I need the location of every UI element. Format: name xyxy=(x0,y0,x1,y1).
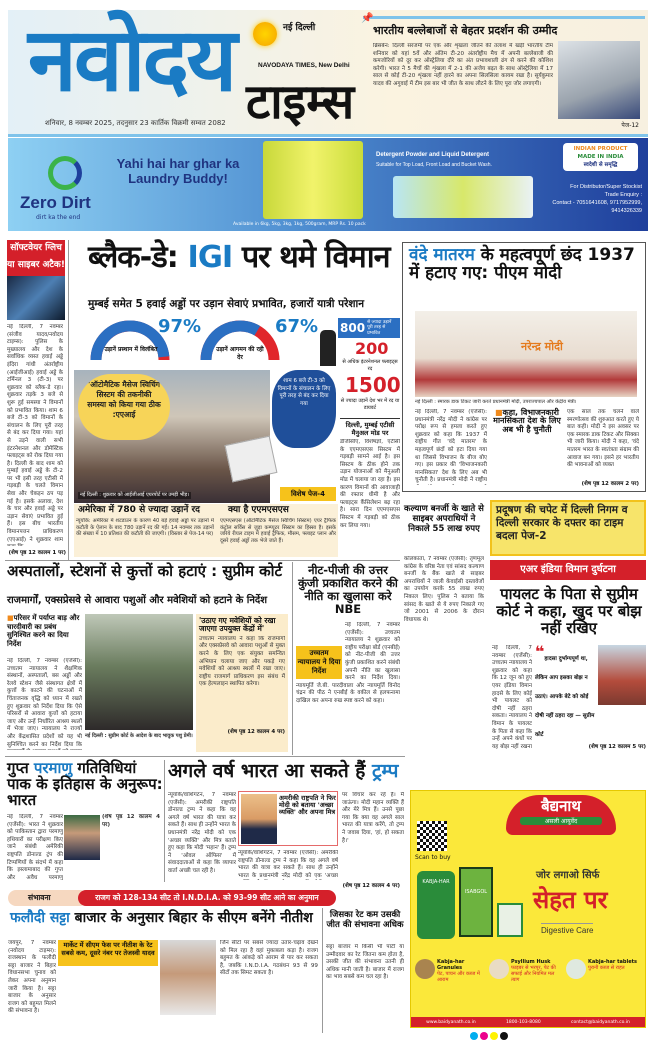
pilot-quote-text: हादसा दुर्भाग्यपूर्ण था, लेकिन आप इसका बोझ न उठाएं। आपके बेटे को कोई दोषी नहीं ठहरा रहा — सुप्रीम कोर्ट xyxy=(535,656,595,738)
vande-body: नई दिल्ली, 7 नवम्बर (एजेंसी): प्रधानमंत्री नरेंद्र मोदी ने कांग्रेस पर परोक्ष रूप से हमला करते हुए शुक्रवार को कहा कि 1937 में राष्ट्रीय गीत 'वंदे मातरम' के महत्वपूर्ण छंदों को हटा दिया गया था जिससे विभाजन के बीज बोए गए। इस प्रकार की 'विभाजनकारी मानसिकता' देश के लिए अब भी चुनौती है। प्रधानमंत्री मोदी ने राष्ट्रीय xyxy=(415,409,487,484)
photo-banner-name: नरेन्द्र मोदी xyxy=(521,340,563,353)
bihar-headline[interactable] xyxy=(10,911,313,926)
map-note: शाम 6 बजे टी-3 को विमानों के संचालन के लिए पूरी तरह से बंद कर दिया गया xyxy=(277,378,331,407)
ad-footer xyxy=(411,1017,645,1027)
liquid-bottles xyxy=(393,176,533,218)
amss-title[interactable]: क्या है एएमएसएस xyxy=(228,505,289,515)
animal-lover-photo xyxy=(85,614,193,730)
column-rule xyxy=(164,760,165,882)
reg-cyan xyxy=(470,1032,478,1040)
feature-1-text: पेट, पाचन और कब्ज में आराम xyxy=(437,971,480,983)
square-bullet-icon: ■ xyxy=(494,408,503,417)
gauge-departures-value: 97% xyxy=(158,316,202,337)
bihar-banner: राजग को 128-134 सीट तो I.N.D.I.A. को 93-99 सीट आने का अनुमान xyxy=(78,890,336,906)
made-in-india-badge xyxy=(563,143,638,171)
trump-box-text: अमरीकी राष्ट्रपति ने फिर मोदी को बताया 'अच्छा व्यक्ति' और अपना मित्र xyxy=(279,794,336,816)
column-rule xyxy=(68,240,69,560)
bihar-headline-a: फलौदी सट्टा xyxy=(10,910,70,926)
special-page-tag[interactable]: विशेष पेज-4 xyxy=(280,487,336,501)
bihar-side-title[interactable]: जिसका रेट कम उसकी जीत की संभावना अधिक xyxy=(326,910,404,930)
column-rule xyxy=(292,562,293,755)
neet-headline[interactable]: नीट-पीजी की उत्तर कुंजी प्रकाशित करने की नीति का खुलासा करे NBE xyxy=(298,563,398,616)
feature-2-title: Psyllium Husk xyxy=(511,959,551,965)
stat-1500-num: 1500 xyxy=(345,373,401,397)
sc-dogs-quote-body: उच्चतम न्यायालय ने कहा कि राजमार्गों और एक्सप्रेसवे को आवारा पशुओं से मुक्त करने के लिए एक संयुक्त समन्वित अभियान चलाया जाए और पकड़े गए मवेशियों को आश्रय स्थलों में रखा जाए। राष्ट्रीय राजमार्ग प्राधिकरण इस संबंध में एक हेल्पलाइन स्थापित करेगा। xyxy=(199,635,285,688)
vande-mataram-story xyxy=(402,242,646,492)
granules-icon xyxy=(415,959,435,979)
tablets-icon xyxy=(566,959,586,979)
dateline: शनिवार, 8 नवम्बर 2025, तदनुसार 23 कार्तिक विक्रमी सम्वत 2082 xyxy=(45,119,226,127)
ad-slogan-2: सेहत पर xyxy=(533,886,608,914)
feature-1-title: Kabja-har Granules xyxy=(437,959,465,971)
vande-headline[interactable] xyxy=(403,243,645,287)
section-rule xyxy=(5,756,405,757)
reg-magenta xyxy=(480,1032,488,1040)
sc-dogs-caption: नई दिल्ली : सुप्रीम कोर्ट के आदेश के बाद भावुक पशु प्रेमी। xyxy=(85,733,193,739)
sc-dogs-quote-title: 'उठाए गए मवेशियों को रखा जाएगा उपयुक्त केंद्रों में' xyxy=(199,616,276,633)
kalyan-headline[interactable]: कल्याण बनर्जी के खाते से साइबर अपराधियों ने निकाले 55 लाख रुपए xyxy=(404,504,484,534)
lead-headline-c: पर थमे विमान xyxy=(232,240,390,275)
ad-suitable: Suitable for Top Load, Front Load and Bucket Wash. xyxy=(376,162,492,168)
pilot-headline[interactable]: पायलट के पिता से सुप्रीम कोर्ट ने कहा, खुद पर बोझ नहीं रखिए xyxy=(496,585,642,637)
quote-mark-icon: ❝ xyxy=(535,642,545,661)
pollution-page: पेज-2 xyxy=(521,530,547,542)
vande-subhead xyxy=(491,409,563,434)
zero-dirt-logo-icon xyxy=(48,156,82,190)
lead-headline[interactable] xyxy=(88,242,390,274)
us-flights-title[interactable]: अमेरिका में 780 से ज्यादा उड़ानें रद xyxy=(78,505,200,515)
lead-headline-igi: IGI xyxy=(187,240,233,275)
top-sports-box xyxy=(361,13,645,131)
logo-navodaya: नवोदय xyxy=(28,8,235,111)
sc-dogs-headline[interactable]: अस्पतालों, स्टेशनों से कुत्तों को हटाएं : सुप्रीम कोर्ट xyxy=(7,562,283,580)
sun-icon xyxy=(253,22,277,46)
feature-3 xyxy=(566,959,644,979)
ad-email[interactable]: contact@baidyanath.co.in xyxy=(571,1019,630,1025)
pollution-headline: प्रदूषण की चपेट में दिल्ली निगम व दिल्ली सरकार के दफ्तर का टाइम बदला xyxy=(496,504,628,542)
feature-2 xyxy=(489,959,563,983)
supreme-court-photo xyxy=(598,645,646,705)
badge-line3: स्वदेशी से समृद्धि xyxy=(583,162,618,168)
gauge-arrivals-value: 67% xyxy=(275,316,319,337)
neet-body: नई दिल्ली, 7 नवम्बर (एजेंसी): उच्चतम न्यायालय ने शुक्रवार को राष्ट्रीय परीक्षा बोर्ड (एनबीई) को नीट-पीजी की उत्तर कुंजी प्रकाशित करने संबंधी अपनी नीति का खुलासा करने का निर्देश दिया। न्यायमूर्ति जे.बी. पारदीवाला और न्यायमूर्ति विनोद चंद्रन की पीठ ने एनबीई के वकील से हलफनामा दाखिल कर अपना रुख स्पष्ट करने को कहा। xyxy=(296,622,400,704)
ad-brand: Zero Dirt xyxy=(20,193,91,212)
edition-city: नई दिल्ली xyxy=(283,23,316,33)
trump-headline-a: अगले वर्ष भारत आ सकते हैं xyxy=(168,760,372,782)
airport-quote-bubble: 'ऑटोमैटिक मैसेज स्विचिंग सिस्टम की तकनीकी समस्या को किया गया ठीक :एएआई xyxy=(78,374,170,440)
top-box-page-ref[interactable]: पेज-12 xyxy=(621,122,639,129)
nuclear-headline-a: गुप्त xyxy=(7,759,34,777)
bihar-body: जयपुर, 7 नवम्बर (नवोदय टाइम्स): राजस्थान के फलौदी सट्टा बाजार ने बिहार विधानसभा चुनाव को लेकर अपना अनुमान जारी किया है। सट्टा बाजार के अनुसार राजग को बहुमत मिलने की संभावना है। xyxy=(8,940,56,1015)
bihar-label: संभावना xyxy=(8,890,88,906)
nuclear-body-2[interactable]: (शेष पृष्ठ 12 कालम 4 पर) xyxy=(102,814,160,828)
nuclear-headline[interactable] xyxy=(7,760,165,808)
ad-distributor: For Distributor/Super Stockist xyxy=(570,184,642,190)
sc-dogs-point-text: परिसर में पर्याप्त बाड़ और चारदीवारी का प्रबंध सुनिश्चित करने का दिया निर्देश xyxy=(7,614,80,648)
bihar-headline-b: बाजार के अनुसार बिहार के सीएम बनेंगे नीतीश xyxy=(69,910,313,926)
trump-ref[interactable]: (शेष पृष्ठ 12 कालम 4 पर) xyxy=(342,883,400,889)
baidyanath-brand: बैद्यनाथ xyxy=(541,797,581,815)
sc-dogs-ref[interactable]: (शेष पृष्ठ 12 कालम 4 पर) xyxy=(227,728,285,735)
stat-800-num: 800 xyxy=(340,321,366,335)
atc-side-story xyxy=(340,418,400,557)
tablet-box xyxy=(497,903,523,937)
baidyanath-logo xyxy=(506,795,616,835)
ad-slogan: Yahi hai har ghar ka Laundry Buddy! xyxy=(116,156,240,186)
registration-marks xyxy=(470,1032,508,1040)
vande-headline-b: के महत्वपूर्ण छंद 1937 में हटाए गए: पीएम मोदी xyxy=(409,245,635,283)
kalyan-body: कोलकाता, 7 नवम्बर (एजेंसी): तृणमूल कांग्रेस के वरिष्ठ नेता एवं सांसद कल्याण बनर्जी के बैंक खाते से साइबर अपराधियों ने जाली केवाईसी दस्तावेजों का उपयोग करके 55 लाख रुपए निकाल लिए। पुलिस ने बताया कि सांसद के खाते से ये रुपए निकाले गए जो 2001 से 2006 के दौरान विधायक थे। xyxy=(404,556,484,623)
vande-headline-a: वंदे मातरम xyxy=(409,245,475,265)
trump-box xyxy=(238,791,338,846)
side-label-cyber: सॉफ्टवेयर ग्लिच या साइबर अटैक! xyxy=(7,240,65,276)
square-bullet-icon: ■ xyxy=(7,614,14,622)
gauge-arrivals-label: उड़ानें आगमन की रही देर xyxy=(216,346,264,361)
bihar-box: मार्केट में सीएम फेस पर नीतीश के रेट सबसे कम, दूसरे नंबर पर तेजस्वी यादव xyxy=(58,940,158,966)
baidyanath-sub: असली आयुर्वेद xyxy=(520,817,602,825)
us-flights-body: न्यूयॉर्क: अमेरिका में शटडाउन के कारण 40 बड़े हवाई अड्डों पर उड़ानों में कटौती के ऐलान के बाद 780 उड़ानें रद की गईं। 14 नवम्बर तक उड़ानों की संख्या में 10 प्रतिशत की कटौती की जाएगी। (विस्तार से पेज-14 पर) xyxy=(76,518,214,538)
column-rule xyxy=(322,908,323,1033)
hacker-photo xyxy=(7,276,65,320)
neet-box: उच्चतम न्यायालय ने दिया निर्देश xyxy=(296,646,342,679)
sc-dogs-quote-box xyxy=(196,614,288,752)
stat-200-text: से अधिक इंटरनेशनल फ्लाइट्स रद xyxy=(342,359,398,372)
cricket-photo xyxy=(558,41,640,119)
gauge-departures-label: उड़ानें प्रस्थान में विलंबित xyxy=(104,346,158,353)
sc-dogs-point xyxy=(7,614,82,648)
vande-ref[interactable]: (शेष पृष्ठ 12 कालम 2 पर) xyxy=(581,481,639,487)
badge-line2: MADE IN INDIA xyxy=(577,154,624,160)
lead-body: नई दिल्ली, 7 नवम्बर (संजीव यादव/नवोदय टाइम्स): पुलिस के मुख्यालय और देश के सर्वाधिक व्यस्त हवाई अड्डे इंदिरा गांधी अंतर्राष्ट्रीय (आईजीआई) हवाई अड्डे के टर्मिनल 3 (टी-3) पर शुक्रवार को ब्लैक-डे रहा। शुक्रवार तड़के 3 बजे से शुरू हुई समस्या ने विमानों को प्रभावित किया। शाम 6 बजे टी-3 को विमानों के संचालन के लिए पूरी तरह से बंद कर दिया गया। यहां से उड़ने वाली सभी इंटरनेशनल और डोमेस्टिक फ्लाइट्स को रोक दिया गया है। दिल्ली के बाद शाम को मुम्बई हवाई अड्डे के टी-2 पर भी इसी तरह एटीसी में गड़बड़ी के चलते विमान सेवा और चेकइन ठप पड़ गई है। इसके अलावा, देश के चार और हवाई अड्डे पर उड़ान सेवाएं प्रभावित हुई हैं। इस बीच भारतीय विमानपत्तन प्राधिकरण (एएआई) ने शुक्रवार शाम xyxy=(7,324,63,543)
feature-3-title: Kabja-har tablets xyxy=(588,959,637,965)
stat-1500-text: से ज्यादा उड़ानें देश भर में रद या डायवर्ट xyxy=(340,398,400,411)
nuclear-headline-c: गतिविधियां पाक के इतिहास के अनुरूप: भारत xyxy=(7,759,163,809)
vande-subhead-text: कहा, विभाजनकारी मानसिकता देश के लिए अब भी है चुनौती xyxy=(493,408,561,434)
vande-caption: नई दिल्ली : स्मारक डाक टिकट जारी करते प्रधानमंत्री मोदी, उपराज्यपाल और केंद्रीय मंत्री। xyxy=(415,399,577,405)
photo-caption: नई दिल्ली : शुक्रवार को आईजीआई एयरपोर्ट पर उमड़ी भीड़। xyxy=(80,492,190,498)
sc-dogs-subhead: राजमार्गों, एक्सप्रेसवे से आवारा पशुओं और मवेशियों को हटाने के निर्देश xyxy=(7,595,268,606)
product-isabgol: ISABGOL xyxy=(464,889,488,895)
nuclear-body: नई दिल्ली, 7 नवम्बर (एजेंसी): भारत ने शुक्रवार को पाकिस्तान द्वारा परमाणु हथियारों का परीक्षण किए जाने संबंधी अमेरिकी राष्ट्रपति डोनाल्ड ट्रंप की टिप्पणियों के संदर्भ में कहा कि इस्लामाबाद की गुप्त और अवैध परमाणु xyxy=(7,814,63,880)
stat-200-num: 200 xyxy=(355,339,389,358)
trump-photo xyxy=(241,794,277,844)
stat-800 xyxy=(338,318,400,338)
top-box-body: ब्रिसबेन: दिल्ली सरजमीं पर एक और शृंखला जीतने की तलाश में खड़ी भारतीय टीम शनिवार को यहां 5वें और अंतिम टी-20 अंतर्राष्ट्रीय मैच में अपनी बल्लेबाजी की कमजोरियों को दूर कर ऑस्ट्रेलिया दौरे का अंत प्रभावशाली ढंग से करने की कोशिश करेगी। भारत ने 5 मैचों की शृंखला में 2-1 की अजेय बढ़त के साथ ऑस्ट्रेलिया में 17 साल से कोई टी-20 शृंखला नहीं हारने का अपना सिलसिला कायम रखा है। सूर्यकुमार यादव की अगुवाई में टीम इस बार भी जीत के साथ लौटने के लिए पूरा जोर लगाएगी। xyxy=(373,43,553,87)
nuclear-headline-b: परमाणु xyxy=(33,759,73,777)
ad-availability: Available in 6kg, 5kg, 3kg, 1kg, 500gram, MRP Rs. 10 pack xyxy=(233,222,366,227)
feature-2-text: फाइबर से भरपूर, पेट की सफाई और नियमित मल त्याग xyxy=(511,965,556,983)
feature-3-text: पुरानी कब्ज से राहत xyxy=(588,965,625,971)
spokesperson-photo xyxy=(64,815,100,860)
badge-line1: INDIAN PRODUCT xyxy=(573,146,628,152)
neet-column xyxy=(296,622,400,750)
air-india-banner: एअर इंडिया विमान दुर्घटना xyxy=(490,560,646,580)
amss-body: एएमएसएस (ऑटोमैटिक मैसेज स्विचिंग सिस्टम) एयर ट्रैफिक कंट्रोल सर्विस से जुड़ा कम्प्यूटर सिस्टम का हिस्सा है। इसके जरिये रीयल टाइम में हवाई ट्रैफिक, मौसम, फ्लाइट प्लान और दूसरे हवाई अड्डों तक भेजे जाते हैं। xyxy=(220,518,336,544)
atc-side-body: डीजीसीए, विशेषज्ञों, एटीसी के एएमएसएस सिस्टम में गड़बड़ी सामने आई है। इस सिस्टम के ठीक होने तक उड़ान योजनाओं को मैनुअली मोड में चलाया जा रहा है। इस कारण विमानों की आवाजाही की रफ्तार धीमी है और फ्लाइट्स कैंसिलेशन बढ़ रहा है। सारा दिन एएमएसएस सिस्टम में गड़बड़ी को ठीक कर लिया गया। xyxy=(340,439,400,529)
trump-body-2: पर विचार कर रहे हैं। मैं जाऊंगा। मोदी महान व्यक्ति हैं और मेरे मित्र हैं। उनसे पूछा गया कि क्या वह अगले साल भारत की यात्रा करेंगे, तो ट्रम्प ने जवाब दिया, 'हां, हो सकता है।' xyxy=(342,792,404,844)
qr-code-icon[interactable] xyxy=(417,821,447,851)
lead-subhead: मुम्बई समेत 5 हवाई अड्डों पर उड़ान सेवाएं प्रभावित, हजारों यात्री परेशान xyxy=(88,298,365,310)
trump-body-3: न्यूयॉर्क/वाशिंगटन, 7 नवम्बर (एजेंसी): अमरीकी राष्ट्रपति डोनाल्ड ट्रम्प ने कहा कि वह अगले वर्ष भारत की यात्रा कर सकते हैं। साथ ही उन्होंने भारत के प्रधानमंत्री नरेंद्र मोदी को एक 'अच्छा xyxy=(238,850,338,879)
husk-icon xyxy=(489,959,509,979)
product-kabja-har: KABJA-HAR xyxy=(422,879,450,885)
english-name: NAVODAYA TIMES, New Delhi xyxy=(258,62,350,69)
trump-headline-b: ट्रम्प xyxy=(371,760,399,782)
vande-body-2: एक साल तक चलने वाले स्मरणोत्सव की शुरुआत करते हुए ये बात कही। मोदी ने इस अवसर पर एक स्मारक डाक टिकट और सिक्का भी जारी किया। मोदी ने कहा, 'वंदे मातरम भारत के स्वतंत्रता संग्राम की आवाज बन गया। इसने हर भारतीय की भावनाओं को व्यक्त xyxy=(567,409,639,469)
gauge-departures-fill xyxy=(96,326,164,360)
atc-tower-icon xyxy=(320,330,336,366)
ad-category: Digestive Care xyxy=(541,923,593,935)
top-box-headline[interactable]: भारतीय बल्लेबाजों से बेहतर प्रदर्शन की उम्मीद xyxy=(373,24,558,37)
lead-headline-a: ब्लैक-डे: xyxy=(88,240,188,275)
feature-1 xyxy=(415,959,487,983)
nitish-photo xyxy=(160,940,216,1015)
ad-tagline: dirt ka the end xyxy=(36,214,81,221)
stat-800-text: से ज्यादा उड़ानें पूरी तरह से प्रभावित xyxy=(367,319,392,336)
bihar-side-body: सट्टा बाजार में किसी भी पार्टी या उम्मीदवार का रेट जितना कम होता है, उसकी जीत की संभावना उतनी ही अधिक मानी जाती है। बाजार में राजग का भाव सबसे कम चल रहा है। xyxy=(326,944,404,981)
trump-body: न्यूयॉर्क/वाशिंगटन, 7 नवम्बर (एजेंसी): अमरीकी राष्ट्रपति डोनाल्ड ट्रम्प ने कहा कि वह अगले वर्ष भारत की यात्रा कर सकते हैं। साथ ही उन्होंने भारत के प्रधानमंत्री नरेंद्र मोदी को एक 'अच्छा व्यक्ति' और मित्र बताते हुए कहा कि मोदी 'महान' हैं। ट्रम्प ने 'ओवल ऑफिस' में संवाददाताओं से कहा कि व्यापार वार्ता अच्छी चल रही है। xyxy=(168,792,236,874)
section-rule xyxy=(5,560,400,561)
stamp-release-photo xyxy=(415,311,637,397)
ad-trade: Trade Enquiry : xyxy=(604,192,642,198)
ad-web[interactable]: www.baidyanath.co.in xyxy=(426,1019,476,1025)
ad-products: Detergent Powder and Liquid Detergent xyxy=(376,152,490,158)
reg-yellow xyxy=(490,1032,498,1040)
reg-black xyxy=(500,1032,508,1040)
ad-contact: Contact - 7051641608, 9717952999, 9414326339 xyxy=(552,200,642,214)
pollution-box[interactable] xyxy=(490,500,646,556)
pilot-body: नई दिल्ली, 7 नवम्बर (एजेंसी): उच्चतम न्यायालय ने शुक्रवार को कहा कि 12 जून को हुए एयर इंडिया विमान हादसे के लिए कोई भी पायलट को दोषी नहीं ठहरा सकता। न्यायालय ने विमान के पायलट के पिता से कहा कि उन्हें अपने कंधों पर यह बोझ नहीं रखना xyxy=(492,645,532,750)
scan-to-buy: Scan to buy xyxy=(415,854,451,861)
pilot-quote xyxy=(535,642,595,740)
pilot-ref[interactable]: (शेष पृष्ठ 12 कालम 5 पर) xyxy=(588,744,646,750)
logo-times: टाइम्स xyxy=(246,74,355,130)
ad-contact-block xyxy=(532,183,642,215)
sc-dogs-body: नई दिल्ली, 7 नवम्बर (एजेंसी): उच्चतम न्यायालय ने शैक्षणिक संस्थानों, अस्पतालों, बस अड्डों और रेलवे स्टेशन जैसे संस्थागत क्षेत्रों में कुत्तों के काटने की घटनाओं में चिंताजनक वृद्धि को ध्यान में रखते हुए शुक्रवार को निर्देश दिया कि ऐसे परिसरों से आवारा कुत्तों को हटाया जाए और उन्हें निर्धारित आश्रय स्थलों में भेजा जाए। न्यायालय ने राज्यों और केंद्रशासित प्रदेशों को यह भी सुनिश्चित करने का निर्देश दिया कि xyxy=(7,658,82,748)
atc-side-title[interactable]: दिल्ली, मुम्बई एटीसी मैनुअल मोड पर xyxy=(345,421,395,437)
trump-headline[interactable] xyxy=(168,762,398,782)
baidyanath-ad[interactable] xyxy=(410,790,646,1028)
zero-dirt-ad[interactable] xyxy=(8,138,648,231)
ad-slogan-1: जोर लगाओ सिर्फ xyxy=(536,870,600,881)
lead-body-ref[interactable]: (शेष पृष्ठ 12 कालम 1 पर) xyxy=(8,550,66,556)
isabgol-box xyxy=(459,867,493,937)
kabja-har-jar xyxy=(417,871,455,939)
bihar-body-2: जिन सीटों पर सबसे ज्यादा उतार-चढ़ाव देखने को मिल रहा है वहां मुकाबला कड़ा है। राजग बहुमत के आंकड़े को आराम से पार कर सकता है, जबकि I.N.D.I.A. गठबंधन 93 से 99 सीटों तक सिमट सकता है। xyxy=(220,940,318,977)
pin-icon: 📌 xyxy=(361,13,374,24)
detergent-packs xyxy=(263,141,363,219)
ad-phone: 1800-103-8080 xyxy=(505,1019,541,1025)
masthead-rule xyxy=(8,134,648,137)
